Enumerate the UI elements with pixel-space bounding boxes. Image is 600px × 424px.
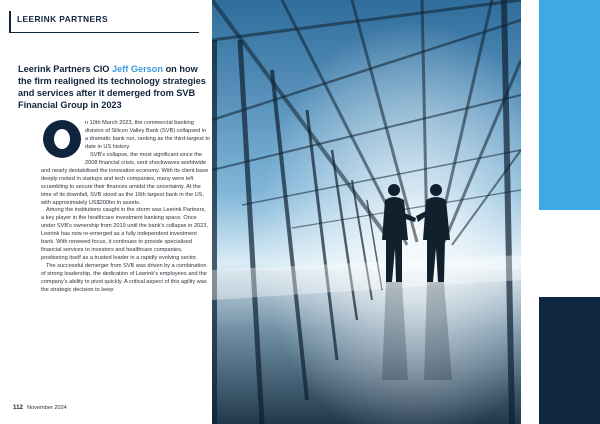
issue-date: November 2024 xyxy=(26,405,67,411)
page-number: 112 xyxy=(13,404,23,411)
article-body xyxy=(41,120,210,295)
article-paragraph: Among the institutions caught in the storm was Leerink Partners, a key player in the healthcare investment banking space. Once under SVB's ownership from 2019 until the bank's collapse in 2023, Leerink has now re-emerged as a fully independent investment bank. With renewed focus, it continues to provide specialised financial services to investors and healthcare companies, positioning itself as a trusted leader in a rapidly evolving sector. xyxy=(41,207,208,262)
headline-name: Jeff Gerson xyxy=(111,64,164,74)
headline-prefix: Leerink Partners CIO xyxy=(18,64,112,74)
atrium-handshake-photo xyxy=(212,0,521,424)
accent-bar-blue xyxy=(539,0,600,210)
accent-bar-navy xyxy=(539,297,600,424)
article-paragraph: The successful demerger from SVB was driven by a combination of strong leadership, the dedication of Leerink's employees and the company's ability to pivot quickly. A critical aspect of this agility was the strategic decision to keep xyxy=(41,263,207,294)
article-paragraph-lead: n 10th March 2023, the commercial banking division of Silicon Valley Bank (SVB) collapsed in a dramatic bank run, ranking as the third-largest to date in US history. xyxy=(85,120,210,150)
article-headline xyxy=(18,63,208,111)
headline-suffix: on how the firm realigned its technology strategies and services after it demerged from SVB Financial Group in 2023 xyxy=(18,64,206,110)
page-footer xyxy=(13,404,67,411)
article-paragraph: SVB's collapse, the most significant since the 2008 financial crisis, sent shockwaves worldwide and nearly destabilised the innovation economy. With its client base deeply rooted in startups and tech companies, many were left scrambling to secure their finances amidst the uncertainty. At the time of its downfall, SVB stood as the 16th largest bank in the US, with approximately US$200bn in assets. xyxy=(41,151,209,206)
section-header xyxy=(9,11,199,33)
section-label: LEERINK PARTNERS xyxy=(17,14,108,24)
